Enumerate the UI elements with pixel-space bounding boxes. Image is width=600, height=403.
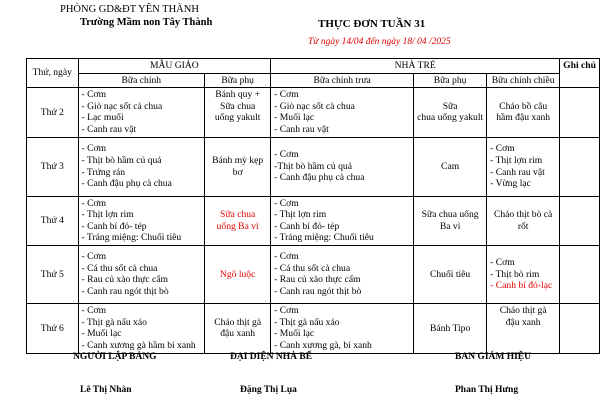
menu-item: - Giò nạc sốt cà chua [81,100,163,112]
menu-item: Cam [441,160,460,172]
menu-item: - Cơm [274,89,299,101]
date-range: Từ ngày 14/04 đến ngày 18/ 04 /2025 [308,37,451,47]
menu-item: Cháo bồ câu [499,100,548,112]
department-name: PHÒNG GD&ĐT YÊN THÀNH [60,4,199,15]
day-cell: Thứ 4 [27,196,79,245]
day-cell: Thứ 6 [27,303,79,353]
menu-item: - Canh đậu phụ cà chua [81,178,172,190]
menu-item: - Canh rau ngót thịt bò [81,286,169,298]
table-row [27,196,600,245]
note-cell [560,196,600,245]
menu-item: - Cơm [81,251,107,263]
menu-item: - Cá thu sốt cà chua [81,262,158,274]
menu-item: - Muối lạc [274,328,315,340]
mg-main-cell [78,137,205,196]
nt-afternoon-cell [487,245,560,303]
menu-item: - Canh bí đỏ- tép [81,220,147,232]
menu-item: bơ [232,166,243,178]
menu-table [26,58,600,354]
nt-afternoon-cell [487,196,560,245]
menu-item: - Tráng miệng: Chuối tiêu [274,232,374,244]
menu-item: Bánh quy + [215,89,261,101]
menu-item: - Thịt bò rim [490,268,540,280]
nt-lunch-cell [271,245,414,303]
note-cell [560,245,600,303]
nt-lunch-cell [271,137,414,196]
menu-item: Ba vì [439,220,461,232]
mg-main-header: Bữa chính [78,73,205,88]
signer-name-kitchen: Đặng Thị Lụa [240,385,297,395]
menu-item: - Cơm [81,197,107,209]
table-row [27,303,600,353]
nt-side-header: Bữa phụ [414,73,487,88]
day-column-header: Thứ, ngày [27,59,79,88]
signer-role-preparer: NGƯỜI LẬP BẢNG [73,352,157,362]
mg-side-cell [205,196,271,245]
menu-item: - Canh rau ngót thịt bò [274,286,362,298]
nt-lunch-cell [271,303,414,353]
mg-side-cell [205,137,271,196]
menu-item: - Thịt gà nấu xáo [274,316,340,328]
mg-main-cell [78,88,205,137]
menu-item: đậu xanh [505,316,541,328]
menu-item: - Cơm [81,143,107,155]
menu-item: - Cơm [274,305,299,317]
menu-item: - Thịt lợn rim [81,209,134,221]
nt-lunch-header: Bữa chính trưa [271,73,414,88]
menu-item: - Canh rau vật [274,123,329,135]
menu-item: - Cơm [274,251,299,263]
mg-side-cell [205,303,271,353]
menu-item: Sữa chua [220,100,256,112]
menu-item: - Cơm [81,305,107,317]
menu-item: Sữa chua [220,209,256,221]
mg-main-cell [78,196,205,245]
menu-item: Sữa [442,100,458,112]
menu-item: Sữa chua uống [421,209,479,221]
note-column-header: Ghi chú [560,59,600,88]
page-title: THỰC ĐƠN TUẦN 31 [318,18,426,30]
menu-item: - Cơm [81,89,107,101]
menu-item: - Canh bí đỏ-lạc [490,280,553,292]
nursery-group-header: NHÀ TRẺ [271,59,560,74]
mg-side-cell [205,88,271,137]
menu-item: - Canh rau vật [81,123,137,135]
menu-item: Cháo thịt bò cà [493,209,553,221]
menu-item: - Cơm [490,143,515,155]
menu-item: - Rau củ xào thực cẩm [274,274,361,286]
menu-item: Cháo thịt gà [499,304,547,316]
menu-item: - Vừng lạc [490,178,531,190]
nt-lunch-cell [271,88,414,137]
nt-afternoon-cell [487,137,560,196]
menu-item: uống yakult [214,112,261,124]
menu-item: - Cá thu sốt cà chua [274,262,351,274]
menu-item: - Cơm [274,149,299,161]
menu-item: - Canh bí đỏ- tép [274,220,340,232]
nt-afternoon-header: Bữa chính chiều [487,73,560,88]
menu-item: Bánh mỳ kẹp [212,154,264,166]
signer-name-board: Phan Thị Hưng [455,385,519,395]
menu-item: - Thịt lợn rim [490,154,543,166]
mg-side-cell [205,245,271,303]
menu-item: - Cơm [274,197,299,209]
nt-afternoon-cell [487,303,560,353]
signer-role-board: BAN GIÁM HIỆU [455,352,532,362]
nt-side-cell [414,245,487,303]
menu-item: Ngô luộc [219,268,256,280]
menu-item: - Canh xương gà hầm bí xanh [81,340,196,352]
menu-item: chua uống yakult [417,112,484,124]
nt-side-cell [414,303,487,353]
menu-item: - Tráng miệng: Chuối tiêu [81,232,182,244]
menu-item: - Lạc muối [81,112,124,124]
menu-item: đậu xanh [220,328,256,340]
mg-side-header: Bữa phụ [205,73,271,88]
mg-main-cell [78,245,205,303]
mg-main-cell [78,303,205,353]
menu-item: uống Ba vì [216,220,259,232]
group-header-row [27,59,600,74]
nt-side-cell [414,88,487,137]
menu-item: - Muối lạc [274,112,315,124]
menu-item: - Canh đậu phụ cà chua [274,172,365,184]
menu-item: rốt [517,220,529,232]
menu-item: hầm đậu xanh [496,112,551,124]
signer-name-preparer: Lê Thị Nhàn [80,385,132,395]
day-cell: Thứ 3 [27,137,79,196]
nt-side-cell [414,196,487,245]
note-cell [560,137,600,196]
menu-item: - Giò nạc sốt cà chua [274,100,355,112]
menu-item: - Rau củ xào thực cẩm [81,274,168,286]
menu-item: - Canh xương gà, bí xanh [274,340,372,352]
nt-side-cell [414,137,487,196]
column-header-row [27,73,600,88]
menu-item: Cháo thịt gà [214,316,262,328]
menu-item: - Thịt lợn rim [274,209,327,221]
menu-item: -Thịt bò hầm củ quả [274,160,352,172]
menu-item: - Thịt gà nấu xáo [81,316,147,328]
menu-item: - Trứng rán [81,166,126,178]
table-row [27,245,600,303]
note-cell [560,303,600,353]
kindergarten-group-header: MẪU GIÁO [78,59,271,74]
menu-item: Bánh Tipo [429,322,471,334]
nt-lunch-cell [271,196,414,245]
table-row [27,88,600,137]
menu-item: - Thịt bò hầm củ quả [81,154,162,166]
menu-item: Chuối tiêu [429,268,471,280]
signer-role-kitchen: ĐẠI DIỆN NHÀ BẾ [230,352,313,362]
menu-item: - Cơm [490,257,515,269]
menu-item: - Canh rau vật [490,166,545,178]
school-name: Trường Mầm non Tây Thành [80,17,213,28]
nt-afternoon-cell [487,88,560,137]
day-cell: Thứ 5 [27,245,79,303]
note-cell [560,88,600,137]
table-row [27,137,600,196]
day-cell: Thứ 2 [27,88,79,137]
menu-item: - Muối lạc [81,328,122,340]
